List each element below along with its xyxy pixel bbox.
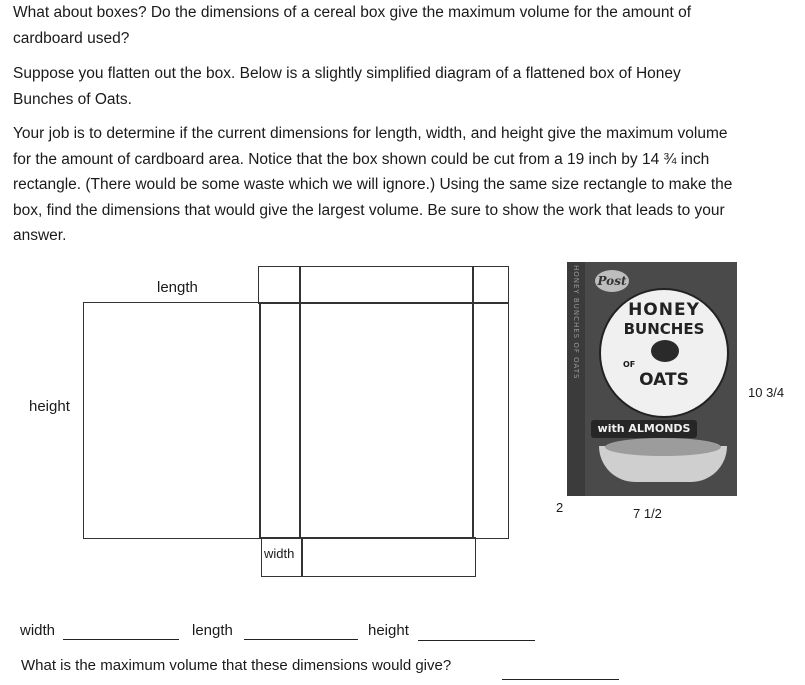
flatten-instructions: Suppose you flatten out the box. Below is a slightly simplified diagram of a flattened box of Honey Bunches of Oats. — [13, 65, 681, 108]
task-description: Your job is to determine if the current dimensions for length, width, and height give the maximum volume for the amount of cardboard area. Notice that the box shown could be cut from a 19 inch by 14 ¾ inch rectangle. (There would be some waste which we will ignore.) Using the same size rectangle to make the box, find the dimensions that would give the largest volume. Be sure to show the work that leads to your answer. — [13, 125, 733, 244]
post-logo: Post — [595, 270, 629, 292]
answer-height-label: height — [368, 622, 409, 639]
bottom-flap-main — [301, 537, 476, 577]
width-label: width — [264, 546, 295, 561]
box-width-label: 7 1/2 — [633, 506, 662, 521]
cereal-name-oats: OATS — [639, 370, 689, 390]
height-label: height — [29, 398, 70, 415]
cereal-name-of: OF — [623, 360, 636, 369]
answer-length-label: length — [192, 622, 233, 639]
panel-side — [259, 302, 301, 539]
honey-dipper-icon — [651, 340, 679, 362]
answer-length-blank[interactable] — [244, 623, 358, 640]
length-label: length — [157, 279, 198, 296]
panel-front — [299, 302, 474, 539]
cereal-name-bunches: BUNCHES — [623, 320, 705, 338]
answer-height-blank[interactable] — [418, 624, 535, 641]
top-flap-end — [472, 266, 509, 304]
answer-width-label: width — [20, 622, 56, 639]
cereal-logo-circle — [599, 288, 729, 418]
cereal-name-honey: HONEY — [628, 300, 700, 320]
top-flap-main — [299, 266, 474, 304]
cereal-box-side: HONEY BUNCHES OF OATS — [567, 262, 585, 496]
panel-glue-tab — [472, 302, 509, 539]
max-volume-question: What is the maximum volume that these dimensions would give? — [21, 657, 452, 674]
almonds-banner: with ALMONDS — [591, 420, 697, 438]
cereal-bowl-icon — [599, 446, 727, 482]
max-volume-blank[interactable] — [502, 663, 619, 680]
panel-back — [83, 302, 261, 539]
answer-width-blank[interactable] — [63, 623, 179, 640]
top-flap-side — [258, 266, 301, 304]
cereal-box-front — [585, 262, 737, 496]
box-height-label: 10 3/4 — [748, 385, 785, 400]
intro-question: What about boxes? Do the dimensions of a cereal box give the maximum volume for the amount of cardboard used? — [13, 4, 692, 47]
cereal-box-image — [567, 262, 737, 496]
box-depth-label: 2 — [556, 500, 564, 515]
